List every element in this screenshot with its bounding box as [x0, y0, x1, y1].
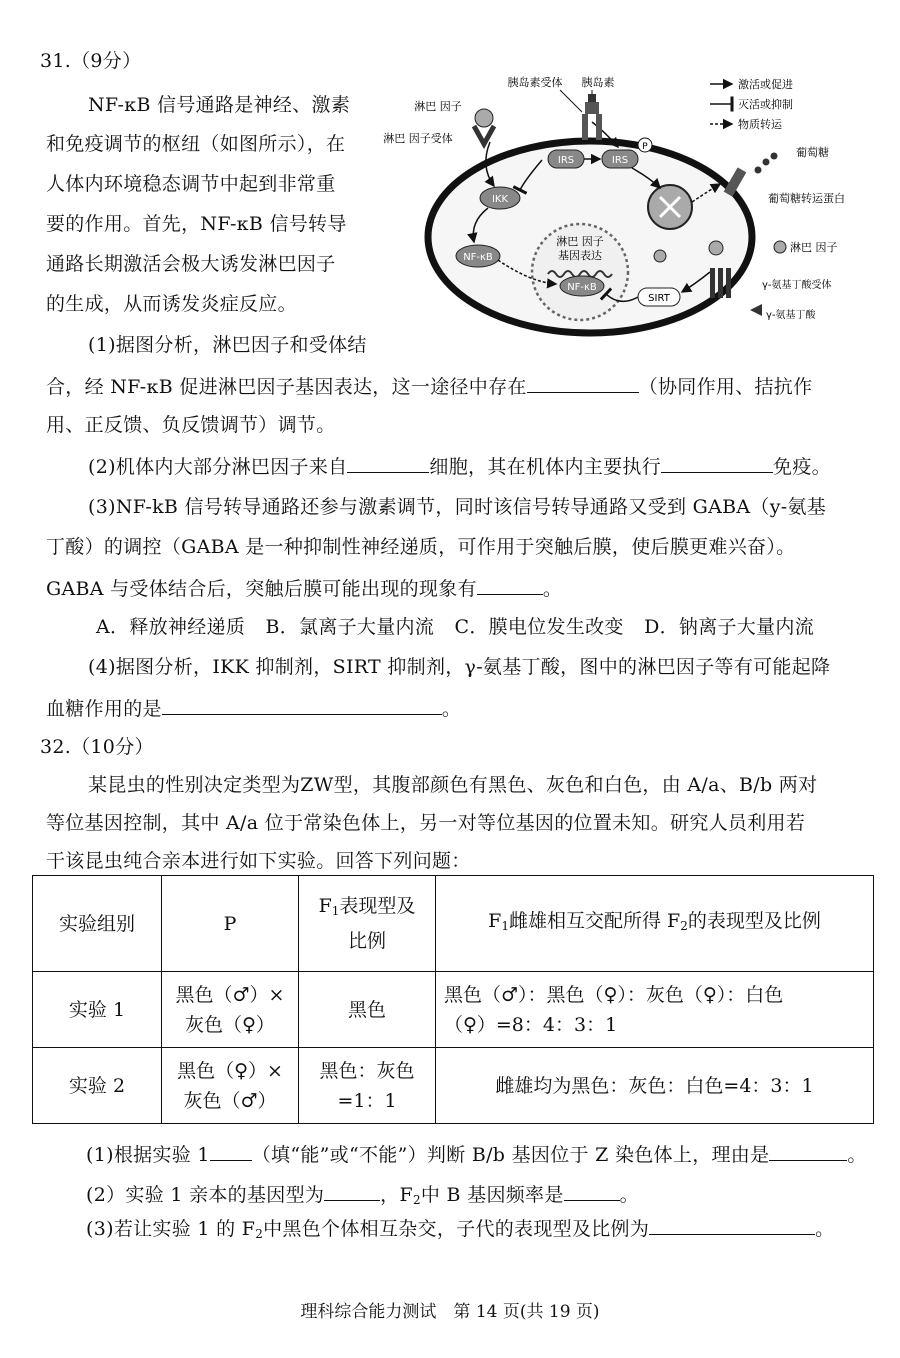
lymphokine-receptor: [474, 126, 494, 144]
header-cell: P: [162, 876, 299, 972]
sirt-label: SIRT: [648, 293, 670, 304]
q31-intro-line: NF-κB 信号通路是神经、激素: [88, 94, 351, 116]
table-header-row: [33, 876, 874, 972]
nfkb-nucleus-label: NF-κB: [567, 282, 597, 293]
answer-blank[interactable]: [210, 1140, 252, 1161]
header-cell: 实验组别: [33, 876, 162, 972]
gaba-receptor-label: γ-氨基丁酸受体: [762, 280, 832, 291]
q32-sub1-line: [86, 1140, 867, 1168]
diagram-legend: [710, 77, 793, 131]
subscript: 2: [412, 1193, 421, 1207]
option-d[interactable]: D．钠离子大量内流: [644, 616, 815, 638]
cell-text: （♀）=8：4：3：1: [444, 1013, 618, 1036]
header-sub: 2: [680, 919, 688, 933]
f1-cell: [299, 1048, 436, 1124]
answer-blank[interactable]: [477, 574, 543, 595]
insulin-label: 胰岛素: [581, 76, 615, 89]
insulin: [588, 94, 596, 102]
f2-cell: [436, 972, 874, 1048]
option-c[interactable]: C．膜电位发生改变: [454, 616, 624, 638]
header-cell: [299, 876, 436, 972]
q31-part4-line: (4)据图分析，IKK 抑制剂，SIRT 抑制剂，γ-氨基丁酸，图中的淋巴因子等有可能起降: [88, 656, 831, 678]
page-footer: 理科综合能力测试 第 14 页(共 19 页): [300, 1302, 600, 1322]
header-text: 比例: [347, 930, 386, 952]
row-name-cell: 实验 2: [33, 1048, 162, 1124]
q32-sub3-text: 中黑色个体相互杂交，子代的表现型及比例为: [263, 1218, 650, 1240]
q31-part3-line: 丁酸）的调控（GABA 是一种抑制性神经递质，可作用于突触后膜，使后膜更难兴奋）。: [46, 536, 796, 558]
cell-text: 黑色：灰色: [319, 1059, 415, 1082]
cell-text: =1：1: [337, 1089, 397, 1112]
q32-sub2-text: 中 B 基因频率是: [420, 1184, 564, 1206]
table-row: [33, 1048, 874, 1124]
q31-part1-line: [46, 372, 812, 400]
q31-part1-line: 用、正反馈、负反馈调节）调节。: [46, 414, 336, 436]
q31-header: 31.（9分）: [40, 50, 142, 72]
option-a[interactable]: A．释放神经递质: [96, 616, 246, 638]
subscript: 2: [255, 1227, 264, 1241]
f1-cell: 黑色: [299, 972, 436, 1048]
q31-intro-line: 人体内环境稳态调节中起到非常重: [46, 173, 336, 195]
q32-sub1-text: 。: [847, 1144, 867, 1166]
q31-part2-text: 免疫。: [773, 456, 831, 478]
q31-part3-line: (3)NF-kB 信号转导通路还参与激素调节，同时该信号转导通路又受到 GABA（y-氨基: [88, 496, 827, 518]
legend-transport: 物质转运: [738, 118, 782, 131]
q32-sub2-text: (2）实验 1 亲本的基因型为: [86, 1184, 325, 1206]
q31-intro-line: 通路长期激活会极大诱发淋巴因子: [46, 253, 336, 275]
q31-part4-text: 。: [441, 698, 462, 720]
cell-text: 黑色（♂）：黑色（♀）：灰色（♀）：白色: [444, 983, 784, 1006]
parent-cell: [162, 1048, 299, 1124]
q31-intro-line: 的生成，从而诱发炎症反应。: [46, 293, 297, 315]
f2-cell: 雌雄均为黑色：灰色：白色=4：3：1: [436, 1048, 874, 1124]
cell-text: 灰色（♀）: [185, 1013, 275, 1036]
q31-part2-line: [88, 452, 831, 480]
q31-part3-line: [46, 574, 562, 602]
option-b[interactable]: B．氯离子大量内流: [265, 616, 435, 638]
q32-sub3-line: [86, 1214, 834, 1247]
q32-sub3-text: (3)若让实验 1 的 F: [86, 1218, 256, 1240]
q32-intro-line: 等位基因控制，其中 A/a 位于常染色体上，另一对等位基因的位置未知。研究人员利用若: [46, 812, 806, 834]
q31-part1-text: 合，经 NF-κB 促进淋巴因子基因表达，这一途径中存在: [46, 376, 527, 398]
header-text: 雌雄相互交配所得 F: [508, 910, 681, 932]
header-text: 表现型及: [339, 895, 416, 917]
answer-blank[interactable]: [527, 372, 639, 393]
insulin-receptor-label: 胰岛素受体: [507, 76, 563, 89]
gaba-label: γ-氨基丁酸: [766, 310, 816, 321]
cell-text: 黑色（♂）×: [175, 983, 285, 1006]
nfkb-pathway-diagram: [370, 72, 870, 342]
q32-sub1-text: (1)根据实验 1: [86, 1144, 210, 1166]
experiment-table: [32, 875, 874, 1124]
gene-expr-label: 淋巴 因子: [556, 235, 604, 248]
q32-sub1-text: （填“能”或“不能”）判断 B/b 基因位于 Z 染色体上，理由是: [251, 1144, 770, 1166]
cell-text: 灰色（♂）: [183, 1089, 277, 1112]
answer-blank[interactable]: [661, 452, 773, 473]
irs-2-label: IRS: [611, 155, 629, 166]
q31-part2-text: 细胞，其在机体内主要执行: [429, 456, 662, 478]
q31-part4-line: [46, 694, 461, 722]
q32-intro-line: 某昆虫的性别决定类型为ZW型，其腹部颜色有黑色、灰色和白色，由 A/a、B/b 两对: [88, 774, 818, 796]
header-sub: 1: [501, 919, 509, 933]
q32-sub3-text: 。: [815, 1218, 835, 1240]
lymphokine-right: [774, 241, 786, 253]
header-cell: [436, 876, 874, 972]
lymphokine-top: [475, 109, 493, 127]
nfkb-cytoplasm-label: NF-κB: [463, 252, 493, 263]
row-name-cell: 实验 1: [33, 972, 162, 1048]
lymphokine-right-label: 淋巴 因子: [790, 241, 838, 254]
legend-inhibit: 灭活或抑制: [738, 98, 793, 111]
q32-sub2-text: 。: [619, 1184, 639, 1206]
glut-label: 葡萄糖转运蛋白: [768, 192, 845, 205]
q31-part3-text: GABA 与受体结合后，突触后膜可能出现的现象有: [46, 578, 477, 600]
header-text: 的表现型及比例: [687, 910, 821, 932]
gene-expr-label: 基因表达: [558, 249, 602, 262]
table-row: [33, 972, 874, 1048]
answer-blank[interactable]: [324, 1180, 380, 1201]
answer-blank[interactable]: [769, 1140, 847, 1161]
answer-blank[interactable]: [347, 452, 429, 473]
q31-part1-line: (1)据图分析，淋巴因子和受体结: [88, 334, 367, 356]
header-text: F: [318, 895, 332, 917]
lymphokine-top-label: 淋巴 因子: [414, 100, 462, 113]
header-text: F: [488, 910, 502, 932]
answer-blank[interactable]: [564, 1180, 620, 1201]
answer-blank[interactable]: [162, 694, 442, 715]
gaba-receptor: [710, 268, 731, 298]
phosphate-label: P: [642, 142, 648, 152]
q31-intro-line: 和免疫调节的枢纽（如图所示），在: [46, 133, 346, 155]
answer-blank[interactable]: [649, 1214, 815, 1235]
q31-part2-text: (2)机体内大部分淋巴因子来自: [88, 456, 348, 478]
irs-1-label: IRS: [557, 155, 575, 166]
glucose-label: 葡萄糖: [796, 146, 829, 159]
parent-cell: [162, 972, 299, 1048]
legend-activate: 激活或促进: [738, 78, 793, 91]
q31-intro-line: 要的作用。首先，NF-κB 信号转导: [46, 213, 347, 235]
q32-intro-line: 干该昆虫纯合亲本进行如下实验。回答下列问题：: [46, 850, 471, 872]
cell-text: 黑色（♀）×: [177, 1059, 283, 1082]
q31-part3-text: 。: [542, 578, 563, 600]
q31-options: [96, 614, 814, 640]
q32-header: 32.（10分）: [40, 736, 154, 758]
q32-sub2-text: ，F: [380, 1184, 413, 1206]
q31-part4-text: 血糖作用的是: [46, 698, 162, 720]
lymphokine-receptor-label: 淋巴 因子受体: [383, 132, 453, 145]
header-sub: 1: [331, 904, 340, 918]
gaba-molecule: [750, 304, 762, 316]
insulin-receptor: [585, 102, 599, 114]
ikk-label: IKK: [491, 194, 509, 205]
q32-sub2-line: [86, 1180, 639, 1213]
q31-part1-text: （协同作用、拮抗作: [638, 376, 813, 398]
